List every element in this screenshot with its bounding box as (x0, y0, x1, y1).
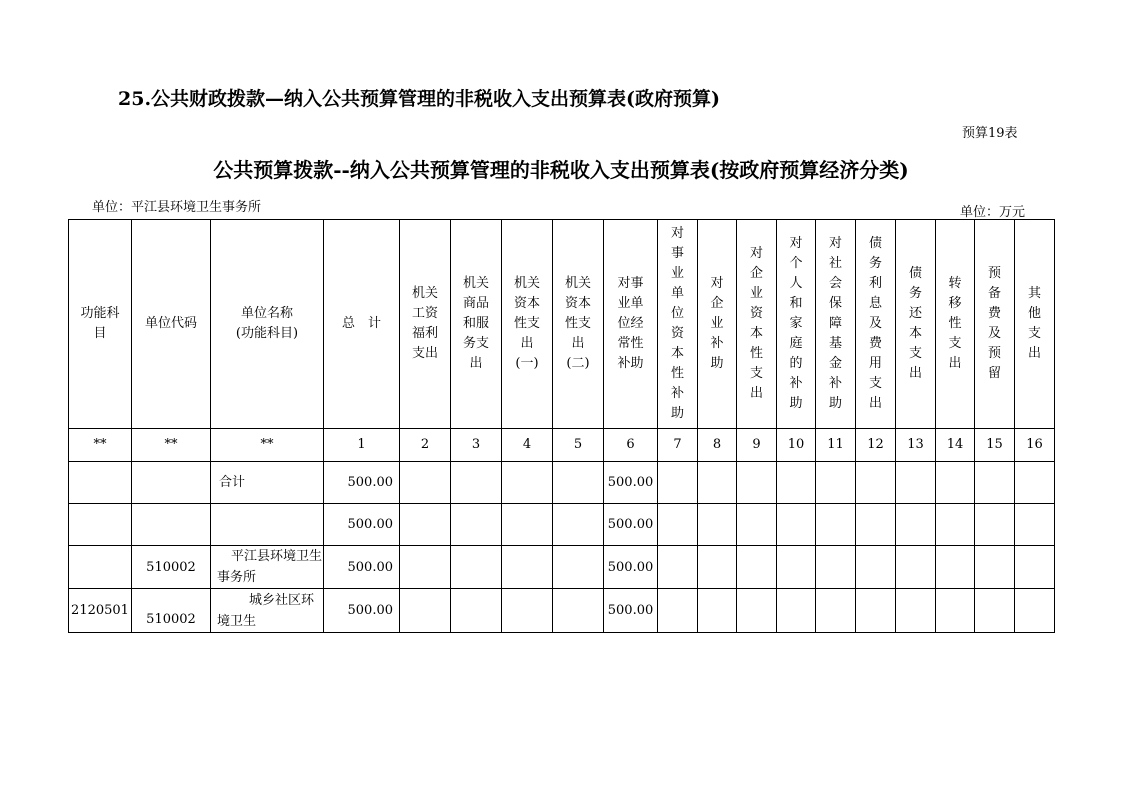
index-cell: 15 (975, 429, 1015, 462)
header-cell: 债务利息及费用支出 (856, 220, 896, 429)
header-cell: 预备费及预留 (975, 220, 1015, 429)
index-cell: 12 (856, 429, 896, 462)
table-row (69, 546, 1055, 589)
table-row (69, 589, 1055, 633)
header-cell: 对个人和家庭的补助 (777, 220, 816, 429)
unit-code-cell (132, 462, 211, 504)
header-cell: 机关资本性支出(一) (502, 220, 553, 429)
index-cell: 2 (400, 429, 451, 462)
index-cell: 13 (896, 429, 936, 462)
header-cell: 功能科目 (69, 220, 132, 429)
unit-name-cell: 城乡社区环境卫生 (211, 589, 324, 633)
header-cell: 债务还本支出 (896, 220, 936, 429)
table-row-total (69, 462, 1055, 504)
column-index-row (69, 429, 1055, 462)
total-cell: 500.00 (324, 462, 400, 504)
header-cell: 机关商品和服务支出 (451, 220, 502, 429)
unit-name-cell: 合计 (211, 462, 324, 504)
header-cell: 对事业单位资本性补助 (658, 220, 698, 429)
header-cell: 单位代码 (132, 220, 211, 429)
institution-subsidy-cell: 500.00 (604, 504, 658, 546)
document-title: 25.公共财政拨款—纳入公共预算管理的非税收入支出预算表(政府预算) (118, 88, 721, 110)
total-cell: 500.00 (324, 546, 400, 589)
institution-subsidy-cell: 500.00 (604, 589, 658, 633)
index-cell: 7 (658, 429, 698, 462)
header-row (69, 220, 1055, 429)
index-cell: 10 (777, 429, 816, 462)
header-cell: 对社会保障基金补助 (816, 220, 856, 429)
budget-table (68, 219, 1055, 633)
index-cell: 6 (604, 429, 658, 462)
function-code-cell (69, 462, 132, 504)
index-cell: 11 (816, 429, 856, 462)
function-code-cell (69, 504, 132, 546)
institution-subsidy-cell: 500.00 (604, 546, 658, 589)
index-cell: ** (132, 429, 211, 462)
function-code-cell (69, 546, 132, 589)
header-cell: 机关工资福利支出 (400, 220, 451, 429)
unit-code-cell: 510002 (132, 589, 211, 633)
unit-label-organization: 单位：平江县环境卫生事务所 (92, 200, 262, 215)
index-cell: 16 (1015, 429, 1055, 462)
header-cell: 总 计 (324, 220, 400, 429)
table-number: 预算19表 (962, 126, 1018, 141)
index-cell: ** (69, 429, 132, 462)
unit-code-cell (132, 504, 211, 546)
header-cell: 转移性支出 (936, 220, 975, 429)
table-title: 公共预算拨款--纳入公共预算管理的非税收入支出预算表(按政府预算经济分类) (213, 158, 909, 182)
total-cell: 500.00 (324, 504, 400, 546)
index-cell: 1 (324, 429, 400, 462)
index-cell: 4 (502, 429, 553, 462)
index-cell: 8 (698, 429, 737, 462)
header-cell: 其他支出 (1015, 220, 1055, 429)
unit-code-cell: 510002 (132, 546, 211, 589)
total-cell: 500.00 (324, 589, 400, 633)
unit-label-currency: 单位：万元 (960, 205, 1026, 220)
unit-name-cell: 平江县环境卫生事务所 (211, 546, 324, 589)
institution-subsidy-cell: 500.00 (604, 462, 658, 504)
header-cell: 对企业资本性支出 (737, 220, 777, 429)
unit-name-cell (211, 504, 324, 546)
index-cell: 14 (936, 429, 975, 462)
header-cell: 对企业补助 (698, 220, 737, 429)
header-cell: 单位名称(功能科目) (211, 220, 324, 429)
index-cell: 5 (553, 429, 604, 462)
header-cell: 机关资本性支出(二) (553, 220, 604, 429)
header-cell: 对事业单位经常性补助 (604, 220, 658, 429)
index-cell: 9 (737, 429, 777, 462)
index-cell: 3 (451, 429, 502, 462)
function-code-cell: 2120501 (69, 589, 132, 633)
table-row (69, 504, 1055, 546)
index-cell: ** (211, 429, 324, 462)
